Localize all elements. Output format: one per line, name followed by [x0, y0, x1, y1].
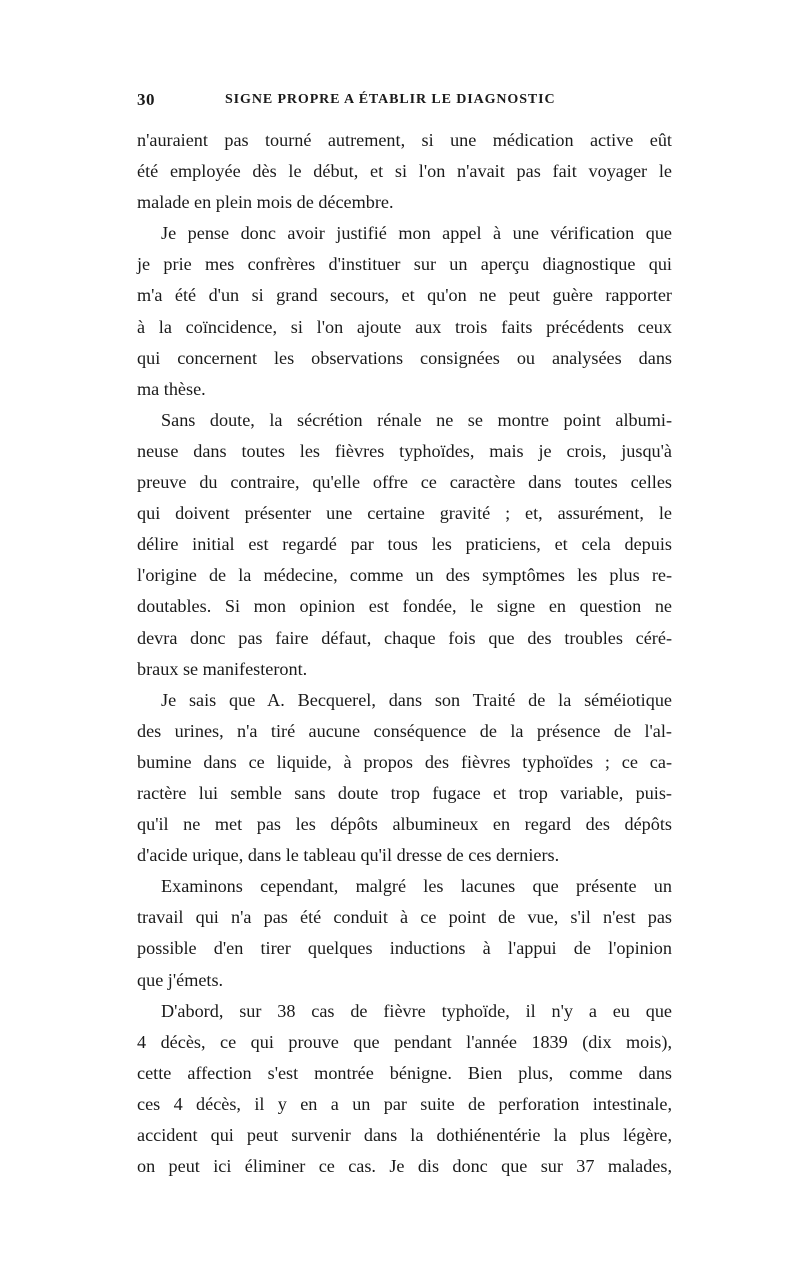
- text-line: braux se manifesteront.: [137, 658, 308, 679]
- text-line: que j'émets.: [137, 969, 224, 990]
- text-line: neuse dans toutes les fièvres typhoïdes, mais je crois, jusqu'à: [137, 440, 672, 461]
- text-line: qui doivent présenter une certaine gravité ; et, assurément, le: [137, 503, 672, 524]
- text-line: doutables. Si mon opinion est fondée, le signe en question ne: [137, 596, 672, 617]
- text-line: possible d'en tirer quelques inductions à l'appui de l'opinion: [137, 938, 672, 959]
- text-line: ma thèse.: [137, 378, 206, 399]
- text-line: Sans doute, la sécrétion rénale ne se montre point albumi-: [161, 409, 672, 430]
- paragraph: [137, 871, 672, 995]
- text-line: D'abord, sur 38 cas de fièvre typhoïde, il n'y a eu que: [161, 1000, 672, 1021]
- text-line: n'auraient pas tourné autrement, si une médication active eût: [137, 130, 672, 150]
- text-line: malade en plein mois de décembre.: [137, 192, 394, 213]
- text-line: Je pense donc avoir justifié mon appel à une vérification que: [161, 223, 672, 244]
- text-line: bumine dans ce liquide, à propos des fièvres typhoïdes ; ce ca-: [137, 751, 672, 772]
- paragraph: [137, 125, 672, 218]
- text-line: qui concernent les observations consignées ou analysées dans: [137, 347, 672, 368]
- text-line: on peut ici éliminer ce cas. Je dis donc que sur 37 malades,: [137, 1156, 672, 1177]
- text-line: preuve du contraire, qu'elle offre ce caractère dans toutes celles: [137, 472, 672, 493]
- text-line: qu'il ne met pas les dépôts albumineux en regard des dépôts: [137, 814, 672, 835]
- text-line: cette affection s'est montrée bénigne. Bien plus, comme dans: [137, 1062, 672, 1083]
- text-line: à la coïncidence, si l'on ajoute aux trois faits précédents ceux: [137, 316, 672, 337]
- text-line: m'a été d'un si grand secours, et qu'on ne peut guère rapporter: [137, 285, 672, 306]
- text-line: Examinons cependant, malgré les lacunes que présente un: [161, 876, 672, 897]
- page-number: 30: [137, 90, 155, 109]
- paragraph: [137, 405, 672, 685]
- text-line: je prie mes confrères d'instituer sur un aperçu diagnostique qui: [137, 254, 672, 275]
- text-line: ces 4 décès, il y en a un par suite de perforation intestinale,: [137, 1093, 672, 1114]
- text-line: ractère lui semble sans doute trop fugace et trop variable, puis-: [137, 782, 672, 803]
- paragraph: [137, 218, 672, 405]
- text-line: été employée dès le début, et si l'on n'avait pas fait voyager le: [137, 161, 672, 182]
- text-line: devra donc pas faire défaut, chaque fois que des troubles céré-: [137, 627, 672, 648]
- text-line: délire initial est regardé par tous les praticiens, et cela depuis: [137, 534, 672, 555]
- text-line: accident qui peut survenir dans la dothiénentérie la plus légère,: [137, 1125, 672, 1145]
- text-line: Je sais que A. Becquerel, dans son Traité de la séméiotique: [161, 689, 672, 710]
- text-line: des urines, n'a tiré aucune conséquence de la présence de l'al-: [137, 720, 672, 741]
- paragraph: [137, 996, 672, 1183]
- text-line: 4 décès, ce qui prouve que pendant l'année 1839 (dix mois),: [137, 1031, 672, 1052]
- text-line: l'origine de la médecine, comme un des symptômes les plus re-: [137, 565, 672, 586]
- body-text: [137, 125, 672, 1182]
- running-title: SIGNE PROPRE A ÉTABLIR LE DIAGNOSTIC: [225, 92, 556, 107]
- page-header: [137, 88, 667, 114]
- text-line: d'acide urique, dans le tableau qu'il dresse de ces derniers.: [137, 845, 560, 866]
- paragraph: [137, 685, 672, 872]
- text-line: travail qui n'a pas été conduit à ce point de vue, s'il n'est pas: [137, 907, 672, 928]
